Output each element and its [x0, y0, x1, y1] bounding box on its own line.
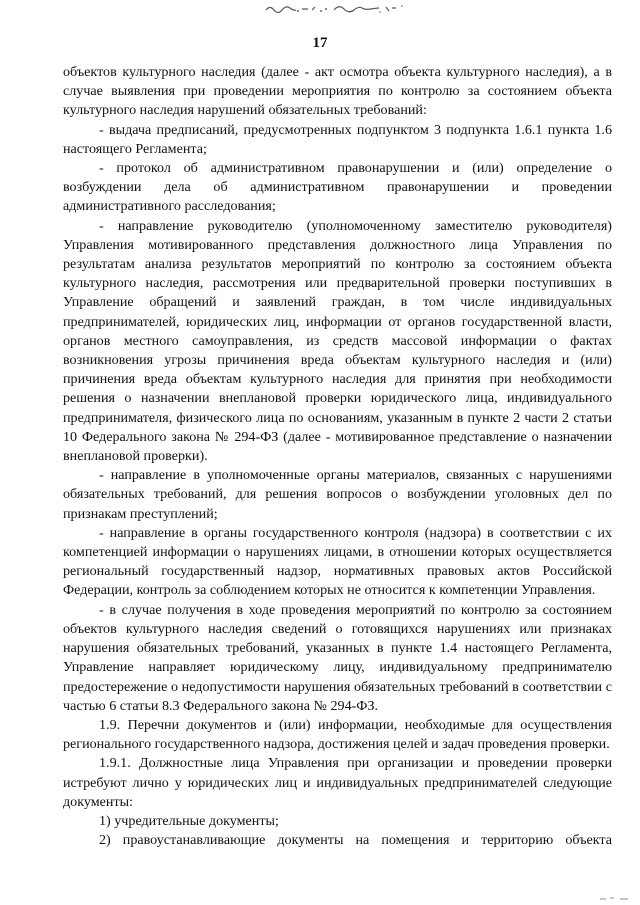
paragraph-continuation: объектов культурного наследия (далее - акт осмотра объекта культурного наследия), а в случае выявления при проведении мероприятия по контролю за состоянием объекта культурного наследия нарушений обязательных требований: [63, 64, 612, 119]
list-item-motivated-submission: - направление руководителю (уполномоченному заместителю руководителя) Управления мотивированного представления должностного лица Управления по результатам анализа результатов мероприятий по контролю за состоянием объекта культурного наследия, рассмотрения или предварительной проверки поступивших в Управление обращений и заявлений граждан, в том числе индивидуальных предпринимателей, юридических лиц, информации от органов государственной власти, органов местного самоуправления, из средств массовой информации о фактах возникновения угрозы причинения вреда объектам культурного наследия и (или) причинения вреда объектам культурного наследия для принятия при необходимости решения о назначении внеплановой проверки юридического лица, индивидуального предпринимателя, физического лица по основаниям, указанным в пункте 2 части 2 статьи 10 Федерального закона № 294-ФЗ (далее - мотивированное представление о назначении внеплановой проверки). [63, 217, 612, 465]
document-body [63, 63, 612, 850]
list-item-prescriptions: - выдача предписаний, предусмотренных подпунктом 3 подпункта 1.6.1 пункта 1.6 настоящего Регламента; [63, 121, 612, 157]
scan-edge-artifact [598, 894, 632, 902]
document-list-item-2: 2) правоустанавливающие документы на помещения и территорию объекта [99, 832, 612, 849]
page-number: 17 [312, 35, 328, 51]
section-1-9-1: 1.9.1. Должностные лица Управления при организации и проведении проверки истребуют лично у юридических лиц и индивидуальных предпринимателей следующие документы: [63, 755, 612, 810]
section-1-9: 1.9. Перечни документов и (или) информации, необходимые для осуществления регионального государственного надзора, достижения целей и задач проведения проверки. [63, 716, 612, 753]
list-item-materials-referral: - направление в уполномоченные органы материалов, связанных с нарушениями обязательных требований, для решения вопросов о возбуждении уголовных дел по признакам преступлений; [63, 467, 612, 522]
list-item-control-bodies: - направление в органы государственного контроля (надзора) в соответствии с их компетенцией информации о нарушениях лицами, в отношении которых осуществляется региональный государственный надзор, нормативных правовых актов Российской Федерации, контроль за соблюдением которых не относится к компетенции Управления. [63, 524, 612, 599]
list-item-warning: - в случае получения в ходе проведения мероприятий по контролю за состоянием объектов культурного наследия сведений о готовящихся нарушениях или признаках нарушения обязательных требований, указанных в пункте 1.4 настоящего Регламента, Управление направляет юридическому лицу, индивидуальному предпринимателю предостережение о недопустимости нарушения обязательных требований в соответствии с частью 6 статьи 8.3 Федерального закона № 294-ФЗ. [63, 601, 612, 714]
document-list-item-1: 1) учредительные документы; [99, 812, 279, 829]
scan-artifact-mark [262, 2, 412, 16]
list-item-protocol: - протокол об административном правонарушении и (или) определение о возбуждении дела об административном правонарушении и проведении административного расследования; [63, 160, 612, 215]
